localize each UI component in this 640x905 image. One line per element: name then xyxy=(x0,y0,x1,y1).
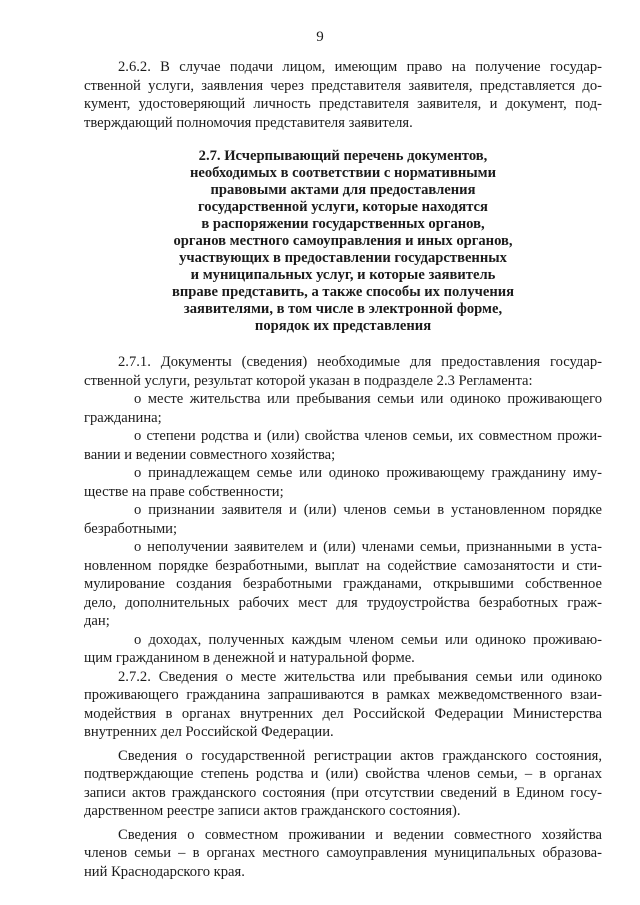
heading-line: государственной услуги, которые находятся xyxy=(198,199,488,215)
heading-line: заявителями, в том числе в электронной форме, xyxy=(183,301,503,317)
heading-line: в распоряжении государственных органов, xyxy=(201,216,485,232)
text-line: записи актов гражданского состояния (при отсутствии сведений в Едином госу- xyxy=(84,784,602,801)
heading-line: порядок их представления xyxy=(254,318,432,334)
heading-line: и муниципальных услуг, и которые заявитель xyxy=(190,267,496,283)
page-number: 9 xyxy=(316,29,324,45)
paragraph-2-7-2 xyxy=(84,668,602,742)
list-item xyxy=(84,390,602,427)
text-line: подтверждающие степень родства и (или) свойства членов семьи, – в органах xyxy=(84,766,602,782)
text-line: о месте жительства или пребывания семьи или одиноко проживающего xyxy=(134,391,602,407)
text-line: дарственном реестре записи актов гражданского состояния). xyxy=(84,803,461,819)
text-line: гражданина; xyxy=(84,409,162,426)
list-item xyxy=(84,501,602,538)
text-line: безработными; xyxy=(84,520,178,537)
text-line: членов семьи – в органах местного самоуправления муниципальных образова- xyxy=(84,845,602,861)
text-line: внутренних дел Российской Федерации. xyxy=(84,724,334,740)
heading-line: необходимых в соответствии с нормативными xyxy=(190,165,496,181)
text-line: дело, дополнительных рабочих мест для трудоустройства безработных граж- xyxy=(84,594,602,611)
text-line: щим гражданином в денежной и натуральной форме. xyxy=(84,650,415,666)
heading-line: правовыми актами для предоставления xyxy=(210,182,476,198)
text-line: 2.7.1. Документы (сведения) необходимые для предоставления государ- xyxy=(118,354,602,370)
text-line: кумент, удостоверяющий личность представителя заявителя, и документ, под- xyxy=(84,96,602,112)
text-line: о степени родства и (или) свойства членов семьи, их совместном прожи- xyxy=(134,428,602,444)
text-line: проживающего гражданина запрашиваются в рамках межведомственного взаи- xyxy=(84,687,602,703)
heading-line: участвующих в предоставлении государственных xyxy=(179,250,507,266)
text-line: модействия в органах внутренних дел Российской Федерации Министерства xyxy=(84,705,602,722)
text-line: мулирование создания безработными гражданами, открывшими собственное xyxy=(84,576,602,592)
list-item xyxy=(84,427,602,464)
spacer xyxy=(84,335,602,353)
text-line: Сведения о государственной регистрации актов гражданского состояния, xyxy=(118,747,602,764)
paragraph-2-6-2 xyxy=(84,58,602,132)
paragraph-civil-registry xyxy=(84,747,602,821)
list-item xyxy=(84,631,602,668)
paragraph-cohabitation xyxy=(84,826,602,882)
heading-line: органов местного самоуправления и иных органов, xyxy=(173,233,513,249)
text-line: новленном порядке безработными, выплат на содействие самозанятости и сти- xyxy=(84,557,602,574)
text-line: о неполучении заявителем и (или) членами семьи, признанными в уста- xyxy=(134,539,602,555)
text-line: ществе на праве собственности; xyxy=(84,483,284,500)
text-line: тверждающий полномочия представителя заявителя. xyxy=(84,114,413,131)
text-line: 2.7.2. Сведения о месте жительства или пребывания семьи или одиноко xyxy=(118,668,602,685)
heading-line: вправе представить, а также способы их получения xyxy=(171,284,515,300)
text-line: о принадлежащем семье или одиноко проживающему гражданину иму- xyxy=(134,465,602,481)
text-line: ственной услуги, заявления через представителя заявителя, представляется до- xyxy=(84,77,602,94)
document-body xyxy=(84,58,602,881)
section-heading-2-7 xyxy=(84,148,602,335)
text-line: 2.6.2. В случае подачи лицом, имеющим право на получение государ- xyxy=(118,59,602,75)
spacer xyxy=(84,132,602,148)
text-line: Сведения о совместном проживании и ведении совместного хозяйства xyxy=(118,826,602,843)
paragraph-2-7-1 xyxy=(84,353,602,668)
list-item xyxy=(84,464,602,501)
text-line: ственной услуги, результат которой указан в подразделе 2.3 Регламента: xyxy=(84,372,533,389)
text-line: о доходах, полученных каждым членом семьи или одиноко проживаю- xyxy=(134,631,602,648)
heading-line: 2.7. Исчерпывающий перечень документов, xyxy=(198,148,488,164)
text-line: ний Краснодарского края. xyxy=(84,863,245,880)
text-line: вании и ведении совместного хозяйства; xyxy=(84,446,336,463)
text-line: дан; xyxy=(84,613,110,629)
text-line: о признании заявителя и (или) членов семьи в установленном порядке xyxy=(134,502,602,518)
list-item xyxy=(84,538,602,631)
